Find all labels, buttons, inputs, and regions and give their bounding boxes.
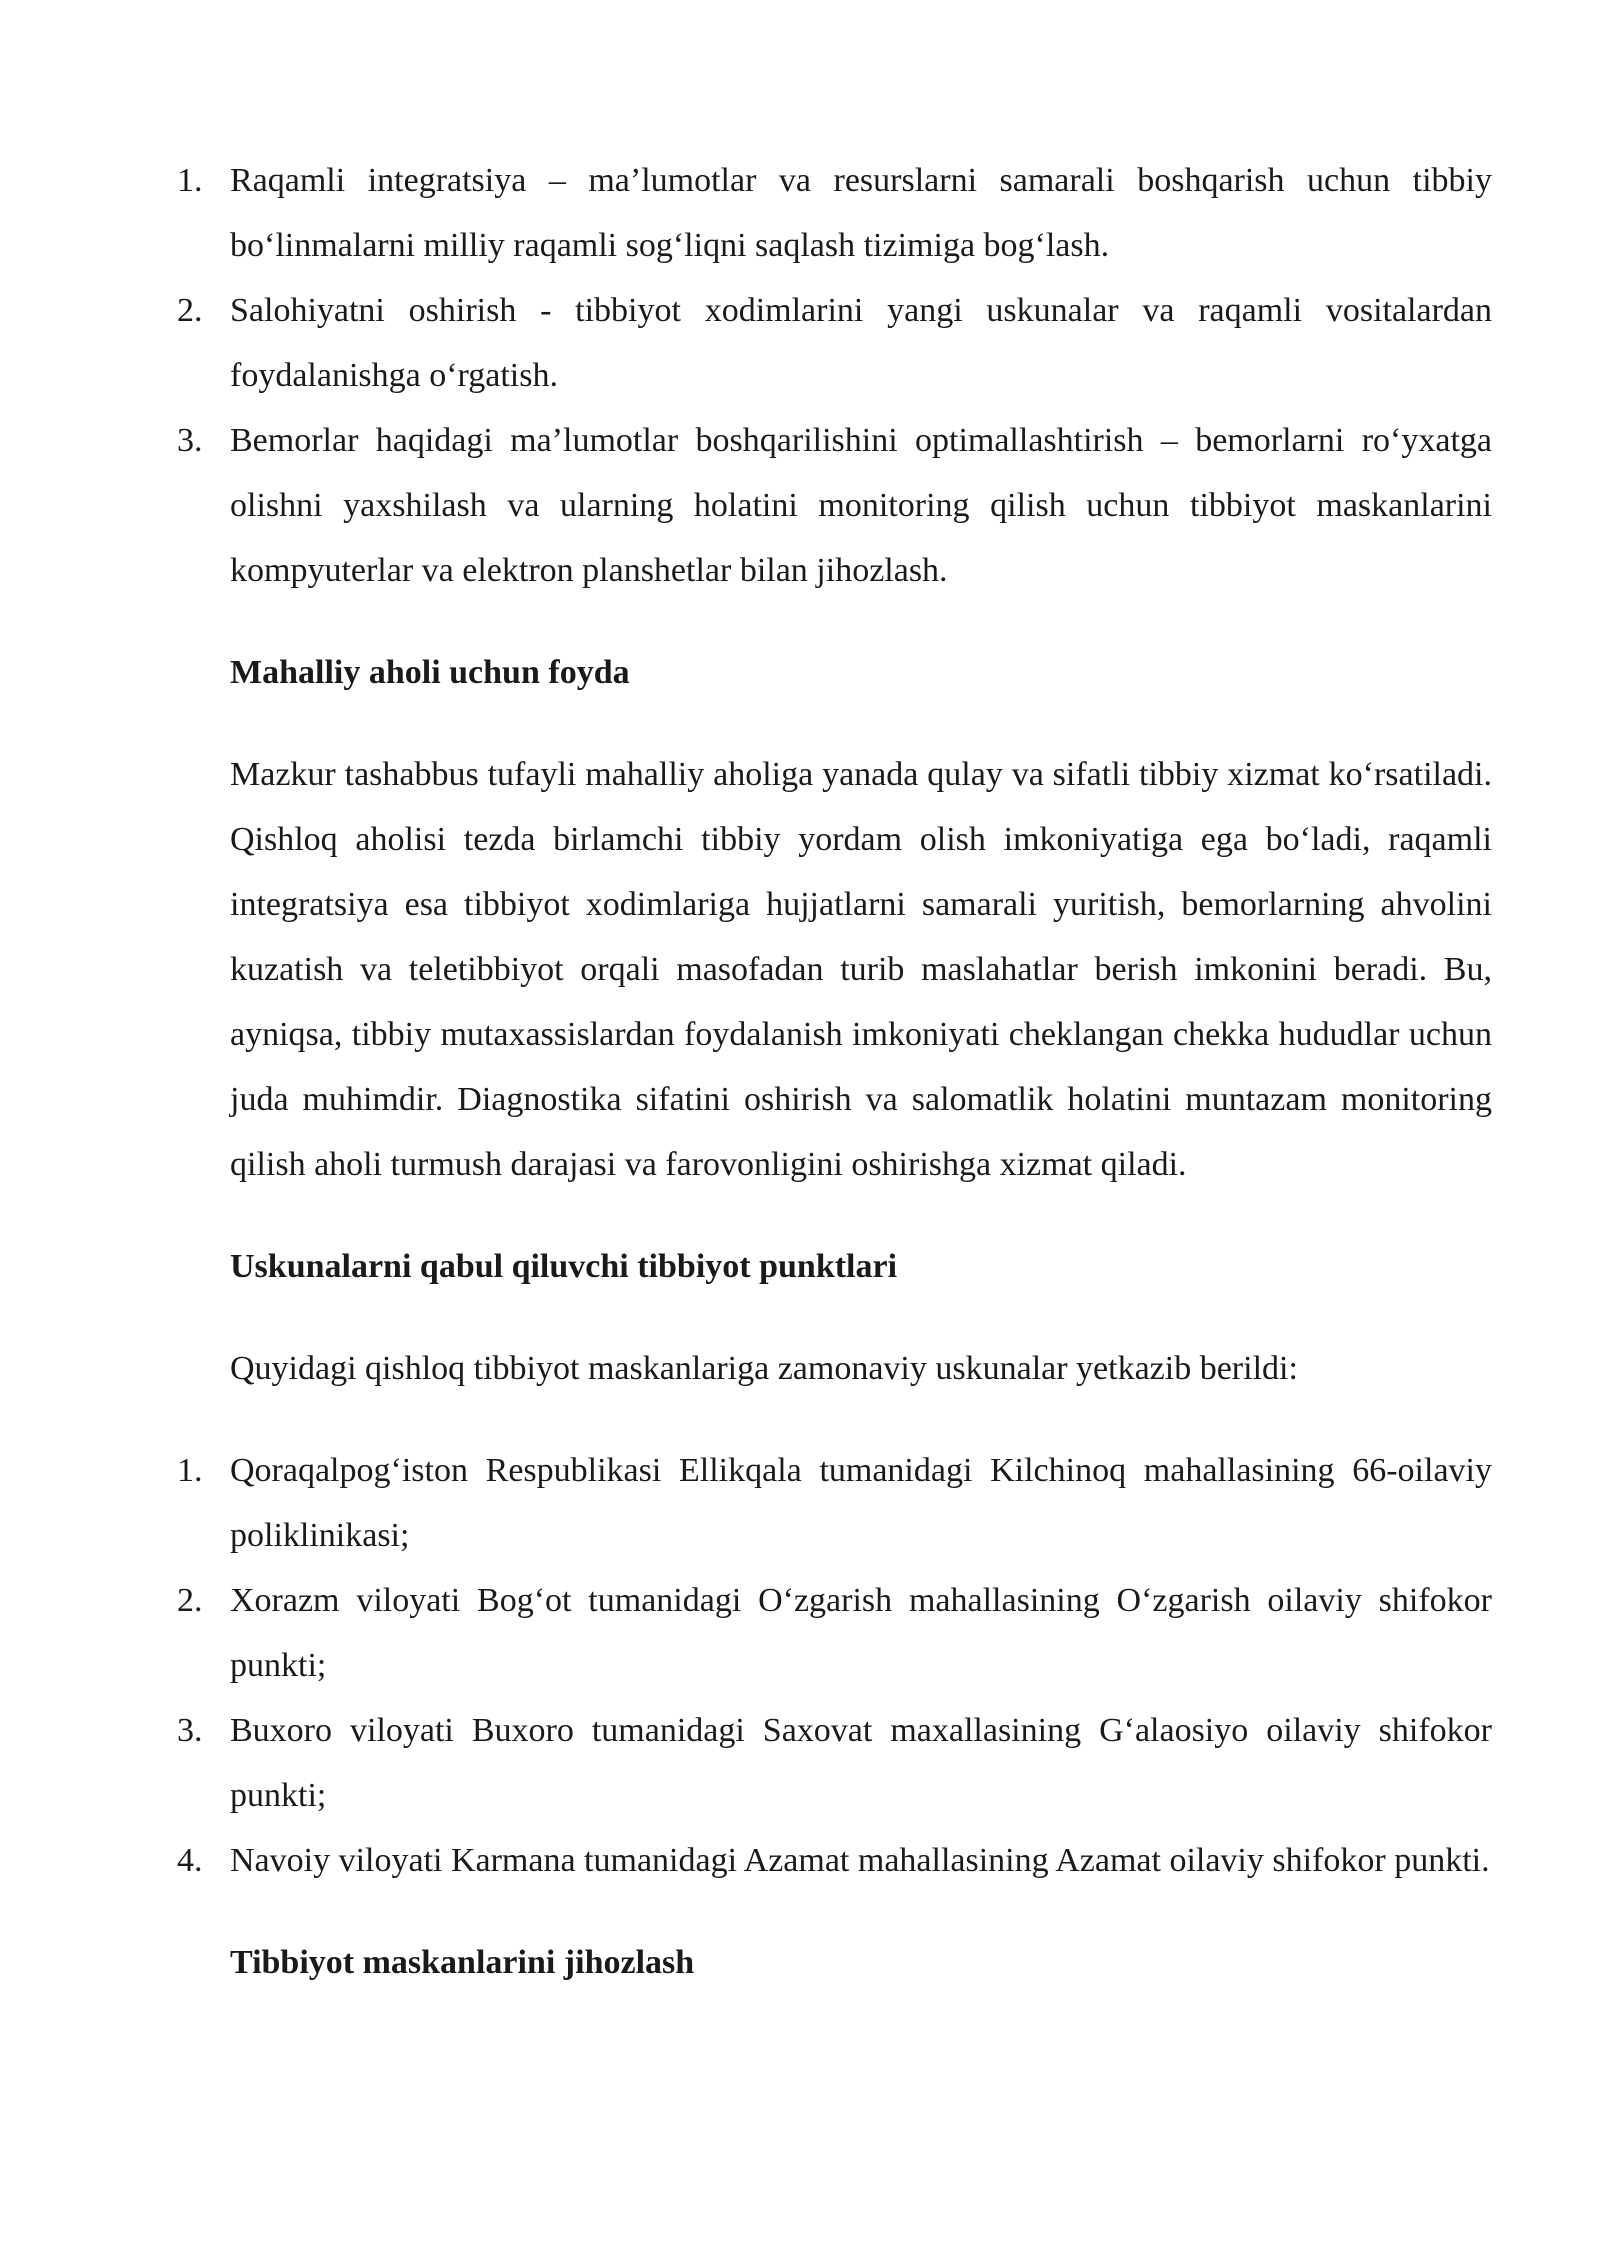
list-item-number: 1. [177, 162, 203, 199]
list-item [177, 408, 1492, 603]
benefit-heading: Mahalliy aholi uchun foyda [230, 654, 630, 691]
list-item-text: Salohiyatni oshirish - tibbiyot xodimlarini yangi uskunalar va raqamli vositalardan foydalanishga o‘rgatish. [230, 292, 1492, 394]
facilities-list [177, 1438, 1492, 1893]
list-item-number: 2. [177, 292, 203, 329]
list-item-text: Qoraqalpog‘iston Respublikasi Ellikqala tumanidagi Kilchinoq mahallasining 66-oilaviy poliklinikasi; [230, 1452, 1492, 1554]
goals-list [177, 148, 1492, 603]
points-intro: Quyidagi qishloq tibbiyot maskanlariga zamonaviy uskunalar yetkazib berildi: [230, 1350, 1298, 1387]
list-item-number: 2. [177, 1582, 203, 1619]
list-item [177, 1438, 1492, 1568]
list-item-text: Bemorlar haqidagi ma’lumotlar boshqarilishini optimallashtirish – bemorlarni ro‘yxatga olishni yaxshilash va ularning holatini monitoring qilish uchun tibbiyot maskanlarini kompyuterlar va elektron planshetlar bilan jihozlash. [230, 422, 1492, 589]
list-item-number: 3. [177, 1712, 203, 1749]
list-item [177, 1828, 1492, 1893]
list-item [177, 278, 1492, 408]
list-item-number: 3. [177, 422, 203, 459]
list-item [177, 1568, 1492, 1698]
list-item [177, 148, 1492, 278]
list-item-number: 4. [177, 1842, 203, 1879]
equipment-heading: Tibbiyot maskanlarini jihozlash [230, 1944, 695, 1981]
document-body [177, 148, 1492, 1995]
list-item-text: Xorazm viloyati Bog‘ot tumanidagi O‘zgarish mahallasining O‘zgarish oilaviy shifokor punkti; [230, 1582, 1492, 1684]
list-item-number: 1. [177, 1452, 203, 1489]
points-heading: Uskunalarni qabul qiluvchi tibbiyot punktlari [230, 1248, 898, 1285]
list-item [177, 1698, 1492, 1828]
list-item-text: Buxoro viloyati Buxoro tumanidagi Saxovat maxallasining G‘alaosiyo oilaviy shifokor punkti; [230, 1712, 1492, 1814]
list-item-text: Raqamli integratsiya – ma’lumotlar va resurslarni samarali boshqarish uchun tibbiy bo‘linmalarni milliy raqamli sog‘liqni saqlash tizimiga bog‘lash. [230, 162, 1492, 264]
list-item-text: Navoiy viloyati Karmana tumanidagi Azamat mahallasining Azamat oilaviy shifokor punkti. [230, 1842, 1490, 1879]
benefit-paragraph: Mazkur tashabbus tufayli mahalliy aholiga yanada qulay va sifatli tibbiy xizmat ko‘rsatiladi. Qishloq aholisi tezda birlamchi tibbiy yordam olish imkoniyatiga ega bo‘ladi, raqamli integratsiya esa tibbiyot xodimlariga hujjatlarni samarali yuritish, bemorlarning ahvolini kuzatish va teletibbiyot orqali masofadan turib maslahatlar berish imkonini beradi. Bu, ayniqsa, tibbiy mutaxassislardan foydalanish imkoniyati cheklangan chekka hududlar uchun juda muhimdir. Diagnostika sifatini oshirish va salomatlik holatini muntazam monitoring qilish aholi turmush darajasi va farovonligini oshirishga xizmat qiladi. [230, 756, 1492, 1183]
